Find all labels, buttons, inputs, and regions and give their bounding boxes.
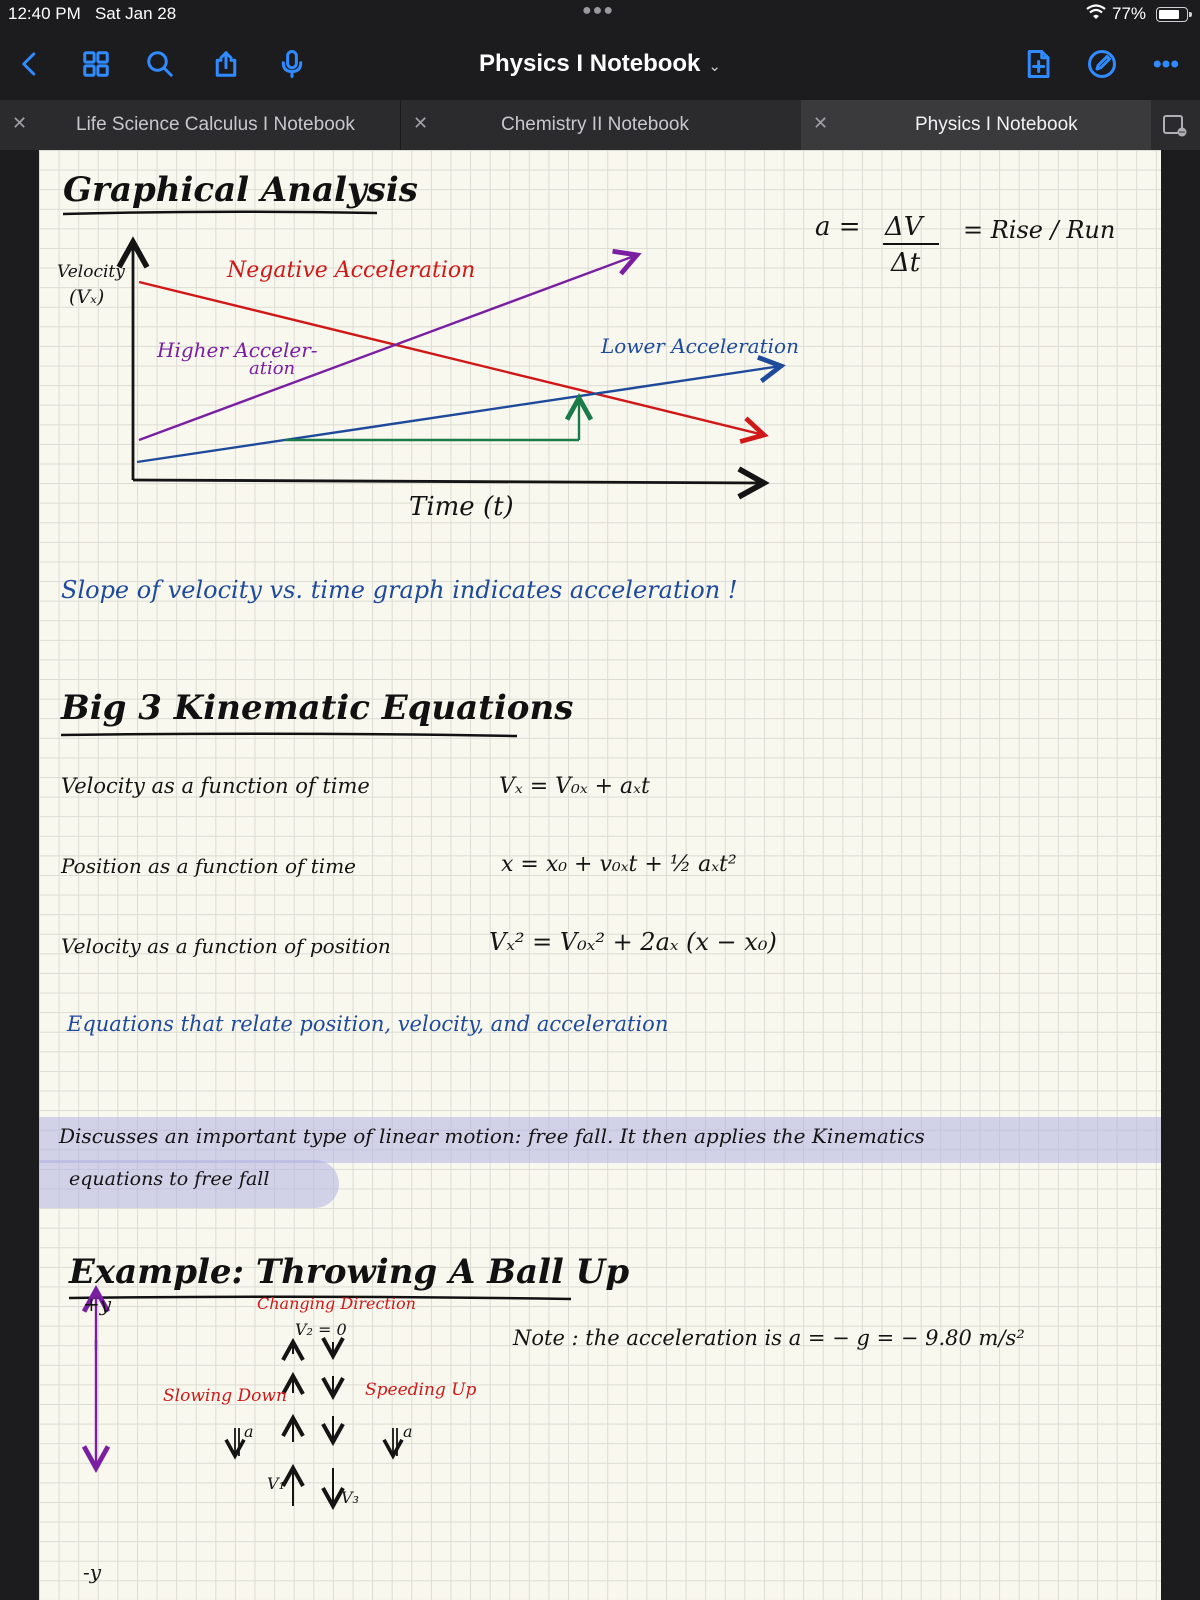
tab-label: Physics I Notebook — [915, 114, 1078, 135]
label-v1: V₁ — [267, 1474, 285, 1493]
equation-position-time: x = x₀ + v₀ₓt + ½ aₓt² — [501, 852, 737, 877]
x-axis — [133, 480, 764, 483]
equations-summary: Equations that relate position, velocity, and acceleration — [67, 1012, 669, 1036]
notebook-page[interactable] — [39, 150, 1161, 1600]
section-title-example: Example: Throwing A Ball Up — [69, 1252, 630, 1292]
label-changing-direction: Changing Direction — [257, 1294, 416, 1313]
pencil-edit-icon[interactable] — [1084, 46, 1120, 82]
tab-physics[interactable] — [801, 100, 1151, 150]
toolbar — [0, 30, 1200, 100]
formula-numerator: ΔV — [885, 212, 923, 242]
section-title-kinematic-equations: Big 3 Kinematic Equations — [61, 688, 574, 728]
status-time: 12:40 PM Sat Jan 28 — [8, 4, 177, 23]
lower-acceleration-line — [137, 366, 781, 462]
window-menu-icon[interactable] — [1162, 113, 1188, 137]
highlighted-note-line2: equations to free fall — [69, 1168, 270, 1190]
label-lower-acceleration: Lower Acceleration — [601, 334, 799, 358]
more-ellipsis-icon[interactable] — [1148, 46, 1184, 82]
plus-y-label: +y — [83, 1292, 112, 1316]
equation-label: Velocity as a function of position — [61, 934, 391, 958]
tab-chemistry[interactable] — [401, 100, 800, 150]
wifi-icon — [1086, 4, 1106, 24]
label-speeding-up: Speeding Up — [365, 1380, 477, 1400]
label-v3: V₃ — [341, 1488, 359, 1507]
battery-percent: 77% — [1112, 4, 1147, 23]
minus-y-label: -y — [83, 1560, 102, 1584]
equation-velocity-time: Vₓ = V₀ₓ + aₓt — [499, 774, 650, 799]
close-icon[interactable]: ✕ — [413, 113, 429, 133]
chevron-down-icon: ⌄ — [708, 58, 721, 75]
close-icon[interactable]: ✕ — [12, 113, 28, 133]
label-higher-acceleration: Higher Acceler- — [157, 338, 318, 362]
x-axis-label: Time (t) — [409, 492, 514, 522]
label-acceleration-left: a — [244, 1422, 254, 1441]
y-axis-label-sub: (Vₓ) — [69, 286, 105, 308]
tab-life-science-calculus[interactable] — [0, 100, 400, 150]
new-page-icon[interactable] — [1020, 46, 1056, 82]
tab-label: Life Science Calculus I Notebook — [76, 114, 355, 135]
formula-lhs: a = — [815, 212, 861, 242]
equation-label: Position as a function of time — [61, 854, 356, 878]
multitasking-dots-icon[interactable]: ●●● — [582, 2, 614, 19]
label-slowing-down: Slowing Down — [163, 1386, 287, 1406]
label-v2: V₂ = 0 — [295, 1320, 347, 1339]
equation-velocity-position: Vₓ² = V₀ₓ² + 2aₓ (x − x₀) — [489, 928, 777, 956]
label-acceleration-right: a — [403, 1422, 413, 1441]
highlighted-note-line1: Discusses an important type of linear motion: free fall. It then applies the Kinematics — [59, 1124, 925, 1148]
close-icon[interactable]: ✕ — [813, 113, 829, 133]
document-title[interactable]: Physics I Notebook ⌄ — [479, 50, 721, 77]
battery-icon — [1156, 7, 1188, 22]
section-title-graphical-analysis: Graphical Analysis — [63, 170, 418, 210]
label-higher-acceleration-cont: ation — [249, 358, 296, 379]
status-bar — [0, 0, 1200, 30]
graph-summary: Slope of velocity vs. time graph indicates acceleration ! — [61, 576, 738, 604]
formula-denominator: Δt — [891, 248, 921, 278]
equation-label: Velocity as a function of time — [61, 774, 370, 798]
label-negative-acceleration: Negative Acceleration — [227, 258, 476, 283]
tab-label: Chemistry II Notebook — [501, 114, 689, 135]
formula-rhs: = Rise / Run — [963, 216, 1116, 244]
tab-bar — [0, 100, 1200, 150]
acceleration-note: Note : the acceleration is a = − g = − 9.80 m/s² — [513, 1326, 1025, 1350]
y-axis-label: Velocity — [57, 262, 125, 282]
